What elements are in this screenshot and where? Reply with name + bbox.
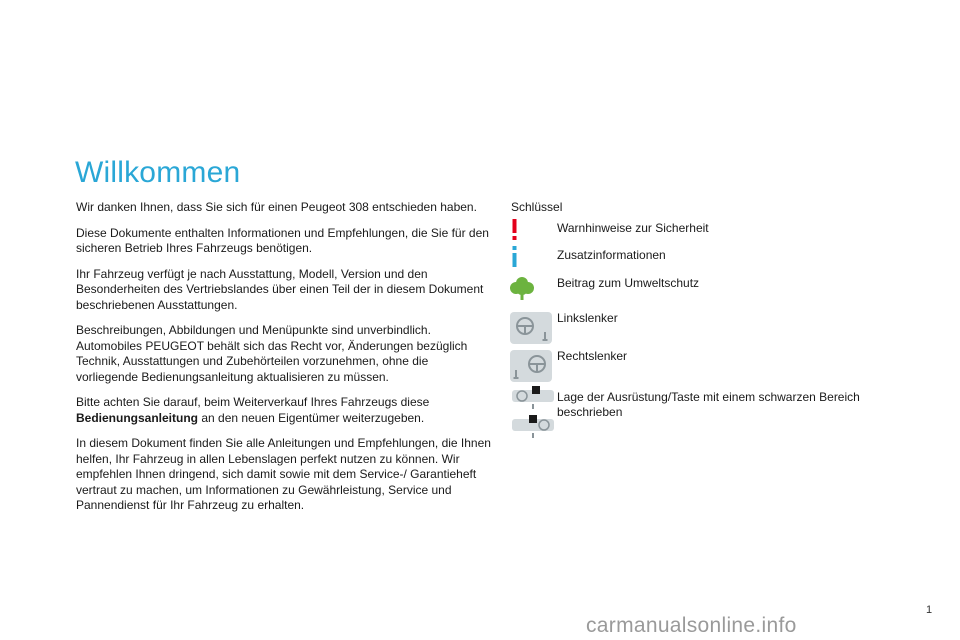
manual-name-bold: Bedienungsanleitung [76,410,199,425]
legend-heading: Schlüssel [511,200,563,214]
legend-label-lhd: Linkslenker [557,311,618,325]
tree-icon [510,276,534,300]
legend-label-warning: Warnhinweise zur Sicherheit [557,221,709,235]
intro-paragraph: In diesem Dokument finden Sie alle Anleitungen und Empfehlungen, die Ihnen helfen, Ihr Fahrzeug in allen Lebenslagen perfekt nutzen zu können. Wir empfehlen Ihnen dringend, sich damit sowie mit dem Service-/ Garantieheft vertraut zu machen, um Informationen zu Gewährleistung, Service und Pannendienst für Ihr Fahrzeug zu erhalten. [76,436,491,512]
intro-text [76,200,491,524]
page-number: 1 [926,604,933,616]
left-hand-drive-icon [510,312,552,344]
intro-text-segment: an den neuen Eigentümer weiterzugeben. [201,410,425,425]
black-area-icon [512,386,556,440]
watermark: carmanualsonline.info [586,614,797,637]
intro-text-segment: Bitte achten Sie darauf, beim Weiterverkauf Ihres Fahrzeugs diese [76,395,430,409]
warning-icon [509,219,521,241]
intro-paragraph: Diese Dokumente enthalten Informationen und Empfehlungen, die Sie für den sicheren Betrieb Ihres Fahrzeugs benötigen. [76,225,489,255]
legend-label-rhd: Rechtslenker [557,349,628,363]
info-icon [509,246,521,268]
intro-paragraph [76,395,491,426]
legend-label-black-area: Lage der Ausrüstung/Taste mit einem schwarzen Bereich beschrieben [557,390,860,419]
page-title: Willkommen [75,156,241,189]
intro-paragraph: Wir danken Ihnen, dass Sie sich für einen Peugeot 308 entschieden haben. [76,200,477,214]
right-hand-drive-icon [510,350,552,382]
legend-label-info: Zusatzinformationen [557,248,666,262]
intro-paragraph: Ihr Fahrzeug verfügt je nach Ausstattung, Modell, Version und den Besonderheiten des Vertriebslandes über einen Teil der in diesem Dokument beschriebenen Ausstattungen. [76,266,484,312]
intro-paragraph: Beschreibungen, Abbildungen und Menüpunkte sind unverbindlich. Automobiles PEUGEOT behält sich das Recht vor, Änderungen bezüglich Technik, Ausstattungen und Zubehörteilen vorzunehmen, ohne die vorliegende Bedienungsanleitung aktualisieren zu müssen. [76,323,468,384]
legend-label-eco: Beitrag zum Umweltschutz [557,276,700,290]
